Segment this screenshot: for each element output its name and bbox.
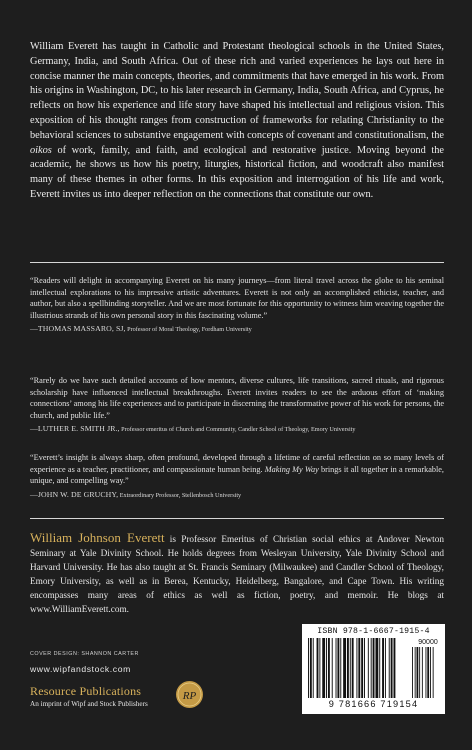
barcode-bar [328,638,330,698]
endorser-name: —LUTHER E. SMITH JR., [30,424,120,434]
endorsement-smith [30,375,444,435]
barcode-bar [361,638,363,698]
endorser-role: Professor emeritus of Church and Community, Candler School of Theology, Emory University [119,426,356,434]
barcode-bar [389,638,390,698]
addon-bar [427,647,429,698]
quote-text: brings it all together in a remarkable, unique, and compelling way.” [30,464,444,486]
addon-bar [412,647,413,698]
addon-bar [433,647,434,698]
addon-bar [417,647,419,698]
barcode-bar [350,638,351,698]
rp-seal-text: RP [182,690,197,702]
barcode-digits: 9 781666 719154 [328,699,419,709]
barcode-bar [337,638,339,698]
publisher-series: Resource Publications [30,684,142,698]
price-code: 90000 [418,639,438,646]
cover-design-credit: COVER DESIGN: SHANNON CARTER [30,651,139,657]
barcode-bar [391,638,393,698]
barcode-bar [356,638,357,698]
barcode-bar [364,638,365,698]
endorsement-attribution [30,323,444,335]
endorsement-massaro [30,275,444,335]
author-bio-text: is Professor Emeritus of Christian social ethics at Andover Newton Seminary at Yale Divinity School. He holds degrees from Wesleyan University, Yale Divinity School and Harvard University. He has also taught at St. Francis Seminary (Milwaukee) and Candler School of Theology, Emory University, as well as in Berea, Kentucky, Heidelberg, Bangalore, and Cape Town. His writing encompasses many areas of ethics as well as fiction, poetry, and memoir. He blogs at www.WilliamEverett.com. [30,535,444,615]
author-name: William Johnson Everett [30,530,165,545]
barcode-bar [368,638,369,698]
quote-text: “Everett’s insight is always sharp, often profound, developed through a lifetime of careful reflection on so many levels of experience as a teacher, practitioner, and compassionate human being. [30,453,444,474]
back-cover-blurb [30,40,444,203]
endorsement-attribution [30,423,444,435]
barcode-bar [308,638,309,698]
addon-bar [422,647,423,698]
divider-top [30,262,444,263]
endorser-name: —THOMAS MASSARO, SJ, [30,324,126,334]
barcode-bar [317,638,319,698]
endorser-role: Professor of Moral Theology, Fordham University [125,326,252,334]
barcode-bar [375,638,378,698]
blurb-text-2: of work, family, and faith, and ecological and restorative justice. Moving beyond the academic, he shows us how his poetry, liturgies, historical fiction, and woodcraft also manifest many of these themes in other forms. In this exposition and interrogation of his life and work, Everett invites us into deeper reflection on the connections that constitute our own. [30,144,444,200]
barcode-bar [310,638,312,698]
addon-bar [419,647,420,698]
barcode-bar [394,638,396,698]
barcode-bar [358,638,360,698]
barcode-bar [371,638,372,698]
endorsement-de-gruchy [30,452,444,501]
barcode-bar [379,638,380,698]
publisher-website: www.wipfandstock.com [30,664,131,674]
barcode-bar [343,638,346,698]
barcode-bar [336,638,337,698]
barcode-bar [340,638,341,698]
isbn-text: ISBN 978-1-6667-1915-4 [317,627,430,636]
barcode-bar [352,638,354,698]
endorser-role: Extraordinary Professor, Stellenbosch University [118,491,242,499]
barcode-bar [332,638,333,698]
addon-bar [430,647,431,698]
endorsement-attribution [30,489,444,501]
rp-seal-icon [175,680,204,709]
barcode-bar [382,638,384,698]
endorsement-quote: “Readers will delight in accompanying Everett on his many journeys—from literal travel across the globe to his seminal intellectual explorations to his impressive artistic adventures. Everett is not only an accomplished ethicist, teacher, and author, but also a spellbinding storyteller. And we are most fortunate for this opportunity to witness him weaving together the illustrious strands of his own personal story in this fascinating volume.” [30,276,444,320]
addon-bar [415,647,416,698]
isbn-barcode [302,624,445,714]
barcode-bars [308,638,439,698]
endorser-name: —JOHN W. DE GRUCHY, [30,489,119,499]
barcode-bar [319,638,320,698]
barcode-bar [322,638,325,698]
barcode-bar [347,638,349,698]
barcode-bar [385,638,386,698]
author-bio [30,531,444,617]
blurb-text-1: William Everett has taught in Catholic and Protestant theological schools in the United States, Germany, India, and South Africa. Out of these rich and varied experiences he lays out here in concise manner the main concepts, theories, and commitments that have emerged in his work. From his origins in Washington, DC, to his later research in Germany, India, South Africa, and Cyprus, he reflects on how his experience and life story have shaped his intellectual and religious vision. This exposition of his thought ranges from construction of frameworks for relating Christianity to the behavioral sciences to substantive engagement with concepts of covenant and constitutionalism, the [30,41,444,141]
blurb-oikos: oikos [30,144,52,156]
addon-bar [426,647,427,698]
quote-book-title: Making My Way [264,464,319,474]
divider-bottom [30,518,444,519]
endorsement-quote [30,452,444,487]
endorsement-quote: “Rarely do we have such detailed accounts of how mentors, diverse cultures, life transitions, sacred rituals, and rigorous scholarship have influenced intellectual breakthroughs. Everett invites readers to see the arduous effort of ‘making connections’ among his life experiences and to participate in discerning the transformative power of his work for persons, the church, and public life.” [30,376,444,420]
barcode-bar [373,638,375,698]
barcode-bar [313,638,314,698]
barcode-bar [326,638,327,698]
publisher-imprint: An imprint of Wipf and Stock Publishers [30,700,148,708]
publisher-logo [30,684,148,708]
